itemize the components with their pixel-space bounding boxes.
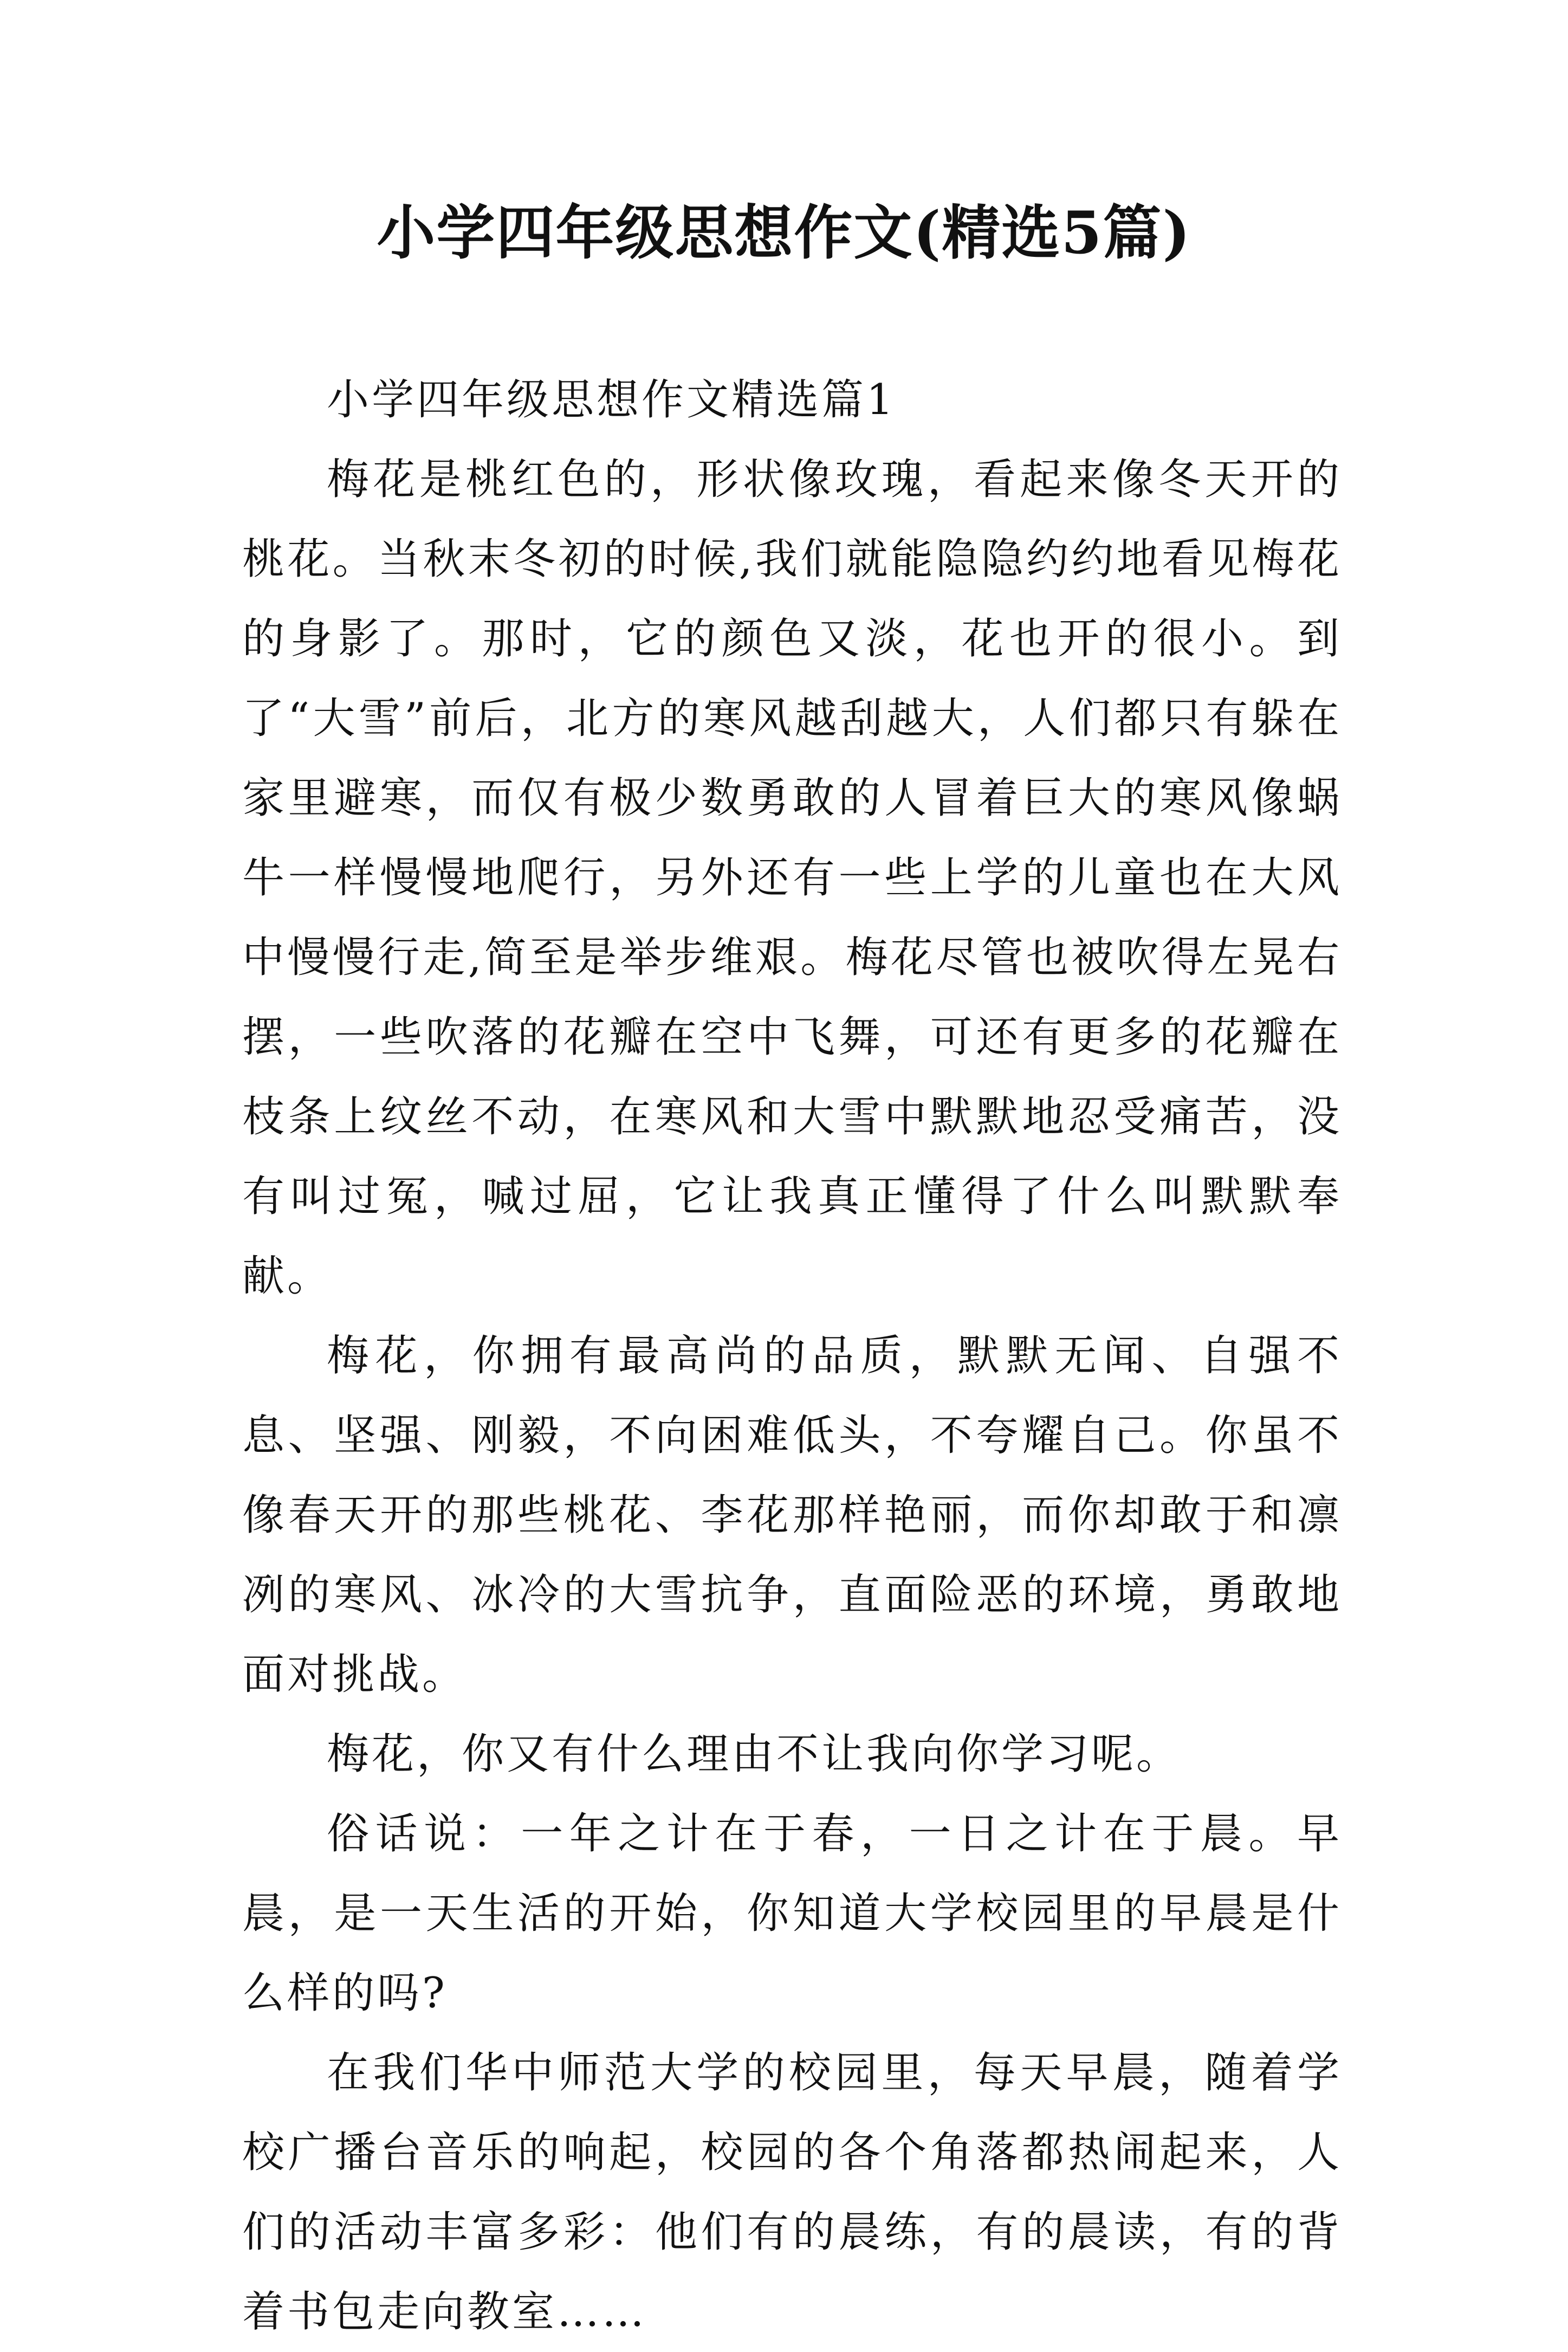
paragraph: 在我们华中师范大学的校园里，每天早晨，随着学校广播台音乐的响起，校园的各个角落都热闹起来，人们的活动丰富多彩：他们有的晨练，有的晨读，有的背着书包走向教室……	[242, 2049, 1342, 2336]
paragraph: 梅花，你拥有最高尚的品质，默默无闻、自强不息、坚强、刚毅，不向困难低头，不夸耀自己。你虽不像春天开的那些桃花、李花那样艳丽，而你却敢于和凛冽的寒风、冰冷的大雪抗争，直面险恶的环境，勇敢地面对挑战。	[242, 1332, 1342, 1699]
paragraph: 梅花，你又有什么理由不让我向你学习呢。	[327, 1730, 1182, 1779]
paragraph: 梅花是桃红色的，形状像玫瑰，看起来像冬天开的桃花。当秋末冬初的时候,我们就能隐隐约约地看见梅花的身影了。那时，它的颜色又淡，花也开的很小。到了“大雪”前后，北方的寒风越刮越大，人们都只有躲在家里避寒，而仅有极少数勇敢的人冒着巨大的寒风像蜗牛一样慢慢地爬行，另外还有一些上学的儿童也在大风中慢慢行走,简至是举步维艰。梅花尽管也被吹得左晃右摆，一些吹落的花瓣在空中飞舞，可还有更多的花瓣在枝条上纹丝不动，在寒风和大雪中默默地忍受痛苦，没有叫过冤，喊过屈，它让我真正懂得了什么叫默默奉献。	[242, 455, 1342, 1301]
paragraph: 俗话说：一年之计在于春，一日之计在于晨。早晨，是一天生活的开始，你知道大学校园里的早晨是什么样的吗?	[242, 1810, 1342, 2018]
section-heading: 小学四年级思想作文精选篇1	[327, 376, 896, 424]
document-body	[242, 360, 1342, 2352]
document-title: 小学四年级思想作文(精选5篇)	[377, 199, 1191, 267]
